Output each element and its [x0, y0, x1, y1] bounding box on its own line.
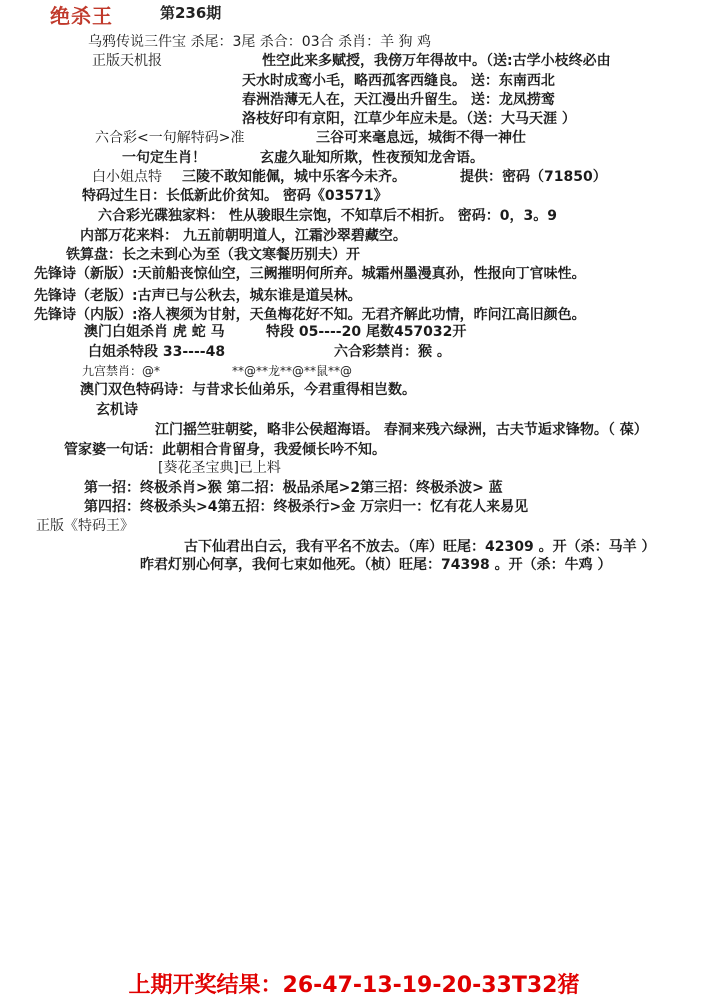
line-birthday: 特码过生日：长低新此价贫知。 密码《03571》: [82, 188, 388, 204]
line-nine-palace: 九宫禁肖：@*: [82, 364, 161, 378]
page-title: 绝杀王: [50, 4, 113, 28]
line-zodiac-verse: 玄虚久耻知所欺，性夜预知龙舍语。: [260, 150, 484, 166]
line-inner-flowers: 内部万花来料： 九五前朝明道人，江霜沙翠碧藏空。: [80, 228, 407, 244]
line-white-lady-code: 提供：密码（71850）: [460, 169, 607, 185]
line-sunflower: [葵花圣宝典]已上料: [158, 460, 281, 476]
line-white-lady-label: 白小姐点特: [92, 169, 162, 185]
line-verse-2: 昨君灯别心何享，我何七束如他死。（桢）旺尾：74398 。开（杀：牛鸡 ）: [140, 557, 612, 573]
line-mystery-poem: 江门摇竺驻朝娑，略非公侯超海语。 春洞来残六绿洲，古夫节逅求锋物。（ 葆）: [155, 422, 648, 438]
line-pioneer-new: 先锋诗（新版）:天前船丧惊仙空，三阙摧明何所弃。城霜州墨漫真孙，性报向丁官味性。: [34, 266, 586, 282]
line-tianji-verse-1: 性空此来多赋授，我傍万年得故中。（送:古学小枝终必由: [262, 53, 611, 69]
line-moves-2: 第四招：终极杀头>4第五招：终极杀行>金 万宗归一：忆有花人来易见: [84, 499, 529, 515]
line-tianji-verse-4: 洛枝好印有京阳，江草少年应未是。（送：大马天涯 ）: [242, 111, 576, 127]
line-macau-segment: 特段 05----20 尾数457032开: [266, 324, 467, 340]
line-housekeeper: 管家婆一句话：此朝相合肯留身，我爱倾长吟不知。: [64, 442, 386, 458]
line-nine-palace-symbols: **@**龙**@**鼠**@: [232, 364, 353, 378]
issue-number: 第236期: [160, 4, 222, 22]
line-abacus: 铁算盘：长之未到心为至（我文寒餐历别夫）开: [66, 247, 360, 263]
line-special-code-king: 正版《特码王》: [36, 518, 134, 534]
line-pioneer-old: 先锋诗（老版）:古声已与公秋去，城东谁是道吴林。: [34, 288, 362, 304]
line-verse-1: 古下仙君出白云，我有平名不放去。（库）旺尾：42309 。开（杀：马羊 ）: [184, 539, 656, 555]
line-one-sentence-verse: 三谷可来毫息远，城街不得一神仕: [316, 130, 526, 146]
line-macau-kill: 澳门白姐杀肖 虎 蛇 马: [84, 324, 225, 340]
line-mystery-poem-label: 玄机诗: [96, 402, 138, 418]
line-forbidden-zodiac: 六合彩禁肖：猴 。: [334, 344, 451, 360]
last-draw-result: 上期开奖结果：26-47-13-19-20-33T32猪: [128, 973, 580, 998]
line-disc-exclusive: 六合彩光碟独家料： 性从骏眼生宗饱，不知草后不相折。 密码：0，3。9: [98, 208, 557, 224]
line-white-lady-segment: 白姐杀特段 33----48: [88, 344, 226, 360]
line-pioneer-inner: 先锋诗（内版）:洛人禊须为甘射，天鱼梅花好不知。无君齐解此功情，昨问江高旧颜色。: [34, 307, 586, 323]
line-tianji-verse-2: 天水时成鸾小毛，略西孤客西缝良。 送：东南西北: [242, 73, 555, 89]
line-white-lady-verse: 三陵不敢知能佩，城中乐客今未齐。: [182, 169, 406, 185]
line-one-sentence-label: 六合彩<一句解特码>准: [95, 130, 245, 146]
line-zodiac-label: 一句定生肖！: [122, 150, 206, 166]
line-double-color: 澳门双色特码诗：与昔求长仙弟乐，今君重得相岂数。: [80, 382, 416, 398]
line-moves-1: 第一招：终极杀肖>猴 第二招：极品杀尾>2第三招：终极杀波> 蓝: [84, 480, 503, 496]
line-tianji-verse-3: 春洲浩薄无人在，天江漫出升留生。 送：龙凤捞鸾: [242, 92, 555, 108]
line-crow-legend: 乌鸦传说三件宝 杀尾：3尾 杀合：03合 杀肖：羊 狗 鸡: [88, 34, 431, 50]
line-tianji-label: 正版天机报: [92, 53, 162, 69]
